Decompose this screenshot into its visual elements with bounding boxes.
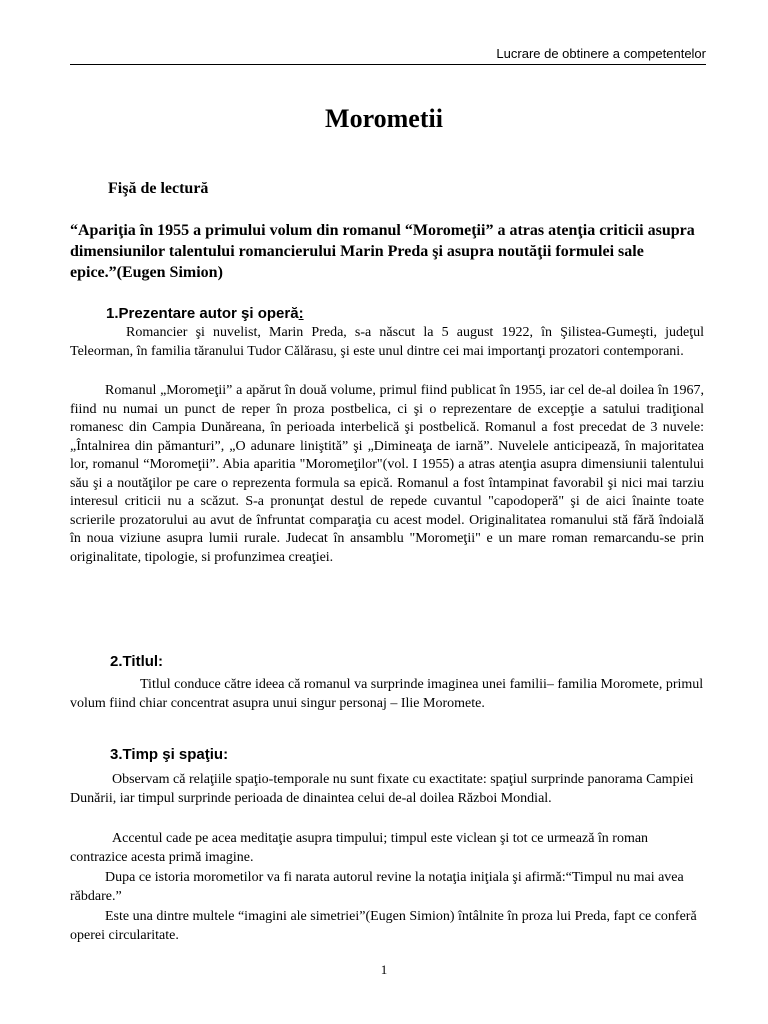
page-number: 1 (380, 962, 388, 977)
section-2-heading: 2.Titlul: (110, 653, 164, 670)
section-3-paragraph-3: Dupa ce istoria morometilor va fi narata autorul revine la notaţia iniţiala şi afirmă:“Timpul nu mai avea răbdare.” (70, 870, 684, 904)
section-3-paragraph-2: Accentul cade pe acea meditaţie asupra timpului; timpul este viclean şi tot ce urmează în roman contrazice acesta primă imagine. (70, 831, 649, 865)
section-3-paragraph-1: Observam că relaţiile spaţio-temporale nu sunt fixate cu exactitate: spaţiul surprinde panorama Campiei Dunării, iar timpul surprinde perioada de dinaintea celui de-al doilea Război Mondial. (70, 772, 694, 806)
section-2-paragraph-1: Titlul conduce către ideea că romanul va surprinde imaginea unei familii– familia Moromete, primul volum fiind chiar concentrat asupra unui singur personaj – Ilie Moromete. (70, 677, 704, 711)
header-rule (70, 64, 706, 65)
subtitle: Fişă de lectură (108, 180, 209, 197)
running-header: Lucrare de obtinere a competentelor (496, 46, 706, 61)
section-1-paragraph-2: Romanul „Moromeţii” a apărut în două volume, primul fiind publicat în 1955, iar cel de-al doilea în 1967, fiind nu numai un punct de reper în proza postbelica, ci şi o reprezentare de excepţie a satului tradiţional romanesc din Campia Dunăreana, în perioada interbelică şi postbelică. Romanul a fost precedat de 3 nuvele: „Întalnirea din pămanturi”, „O adunare liniştită” şi „Dimineaţa de iarnă”. Nuvelele anticipează, în majoritatea lor, romanul “Moromeţii”. Abia aparitia "Moromeţilor"(vol. I 1955) a atras atenţia asupra dimensiunii talentului său şi a noutăţilor pe care o reprezenta formula sa epică. Romanul a fost întampinat favorabil şi nici mai tarziu interesul criticii nu a scăzut. S-a pronunţat destul de repede cuvantul "capodoperă" şi de aici înainte toate scrierile prozatorului au avut de înfruntat comparaţia cu acest model. Originalitatea romanului stă fără îndoială în noua viziune asupra lumii rurale. Judecat în ansamblu "Moromeţii" e un mare roman remarcandu-se prin originalitate, tipologie, si profunzimea creaţiei. (70, 383, 704, 565)
section-1-heading: 1.Prezentare autor şi operă: (106, 305, 304, 322)
section-3-paragraph-4: Este una dintre multele “imagini ale simetriei”(Eugen Simion) întâlnite în proza lui Preda, fapt ce conferă operei circularitate. (70, 909, 697, 943)
opening-quote: “Apariţia în 1955 a primului volum din romanul “Moromeţii” a atras atenţia criticii asupra dimensiunilor talentului romancierului Marin Preda şi asupra noutăţii formulei sale epice.”(Eugen Simion) (70, 222, 695, 281)
section-1-paragraph-1: Romancier şi nuvelist, Marin Preda, s-a născut la 5 august 1922, în Şilistea-Gumeşti, judeţul Teleorman, în familia tăranului Tudor Călărasu, şi este unul dintre cei mai importanţi prozatori contemporani. (70, 325, 704, 359)
section-3-heading: 3.Timp şi spaţiu: (110, 746, 229, 763)
document-title: Morometii (325, 104, 443, 133)
